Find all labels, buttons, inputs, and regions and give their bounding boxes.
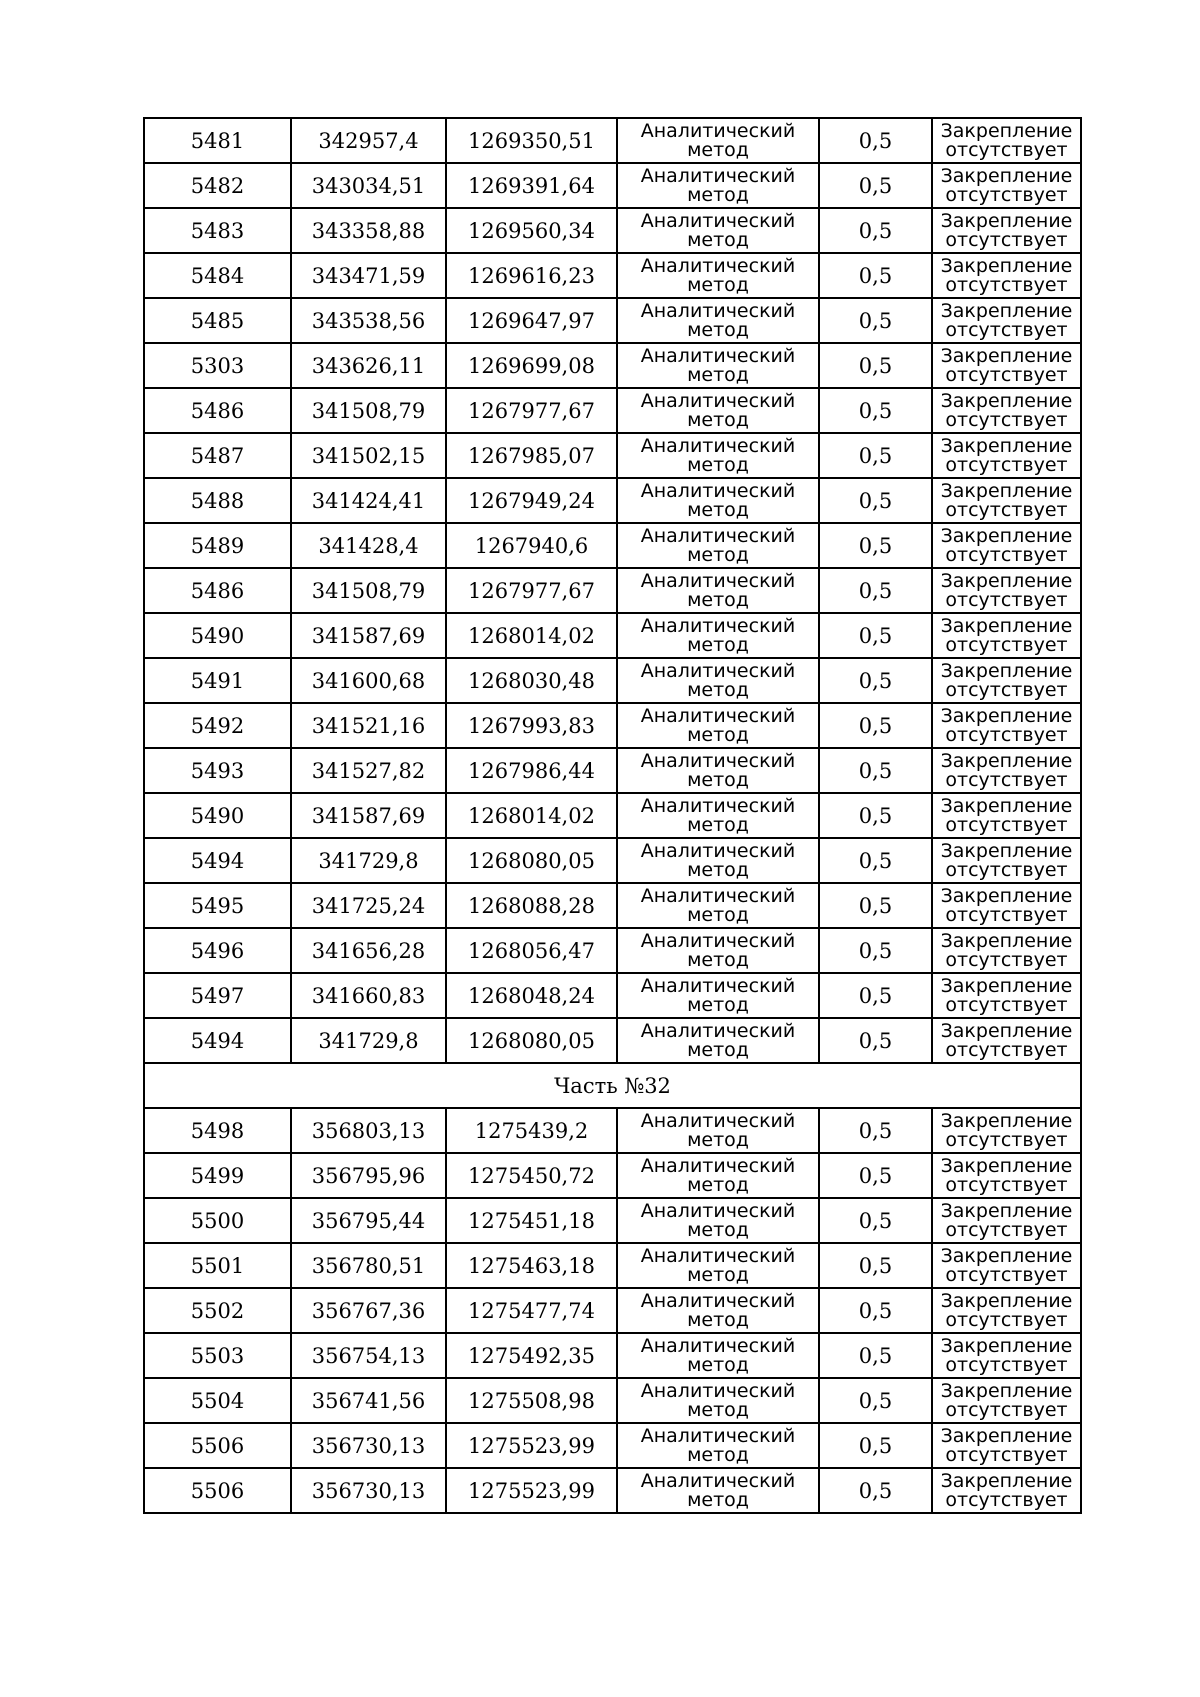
point-number-cell: 5490 bbox=[144, 793, 291, 838]
point-number-cell: 5502 bbox=[144, 1288, 291, 1333]
accuracy-cell: 0,5 bbox=[819, 388, 932, 433]
coord-x-cell: 356754,13 bbox=[291, 1333, 446, 1378]
point-number-cell: 5303 bbox=[144, 343, 291, 388]
coord-x-cell: 356741,56 bbox=[291, 1378, 446, 1423]
coord-y-cell: 1269560,34 bbox=[446, 208, 617, 253]
method-cell: Аналитический метод bbox=[617, 1243, 819, 1288]
table-row bbox=[144, 1378, 1081, 1423]
table-row bbox=[144, 388, 1081, 433]
method-cell: Аналитический метод bbox=[617, 1468, 819, 1513]
fixation-cell: Закрепление отсутствует bbox=[932, 298, 1081, 343]
method-cell: Аналитический метод bbox=[617, 973, 819, 1018]
coord-y-cell: 1268030,48 bbox=[446, 658, 617, 703]
accuracy-cell: 0,5 bbox=[819, 658, 932, 703]
point-number-cell: 5500 bbox=[144, 1198, 291, 1243]
fixation-cell: Закрепление отсутствует bbox=[932, 208, 1081, 253]
coord-x-cell: 341424,41 bbox=[291, 478, 446, 523]
table-row bbox=[144, 658, 1081, 703]
fixation-cell: Закрепление отсутствует bbox=[932, 703, 1081, 748]
fixation-cell: Закрепление отсутствует bbox=[932, 118, 1081, 163]
coord-y-cell: 1268088,28 bbox=[446, 883, 617, 928]
point-number-cell: 5506 bbox=[144, 1423, 291, 1468]
method-cell: Аналитический метод bbox=[617, 838, 819, 883]
accuracy-cell: 0,5 bbox=[819, 523, 932, 568]
accuracy-cell: 0,5 bbox=[819, 883, 932, 928]
method-cell: Аналитический метод bbox=[617, 1288, 819, 1333]
coord-y-cell: 1269616,23 bbox=[446, 253, 617, 298]
accuracy-cell: 0,5 bbox=[819, 343, 932, 388]
coord-y-cell: 1275523,99 bbox=[446, 1468, 617, 1513]
coord-x-cell: 341725,24 bbox=[291, 883, 446, 928]
coord-y-cell: 1275463,18 bbox=[446, 1243, 617, 1288]
coord-y-cell: 1267940,6 bbox=[446, 523, 617, 568]
fixation-cell: Закрепление отсутствует bbox=[932, 973, 1081, 1018]
method-cell: Аналитический метод bbox=[617, 793, 819, 838]
point-number-cell: 5489 bbox=[144, 523, 291, 568]
table-row bbox=[144, 1153, 1081, 1198]
accuracy-cell: 0,5 bbox=[819, 1288, 932, 1333]
coord-x-cell: 341660,83 bbox=[291, 973, 446, 1018]
point-number-cell: 5485 bbox=[144, 298, 291, 343]
fixation-cell: Закрепление отсутствует bbox=[932, 478, 1081, 523]
accuracy-cell: 0,5 bbox=[819, 1423, 932, 1468]
table-row bbox=[144, 1108, 1081, 1153]
coord-y-cell: 1268080,05 bbox=[446, 1018, 617, 1063]
point-number-cell: 5481 bbox=[144, 118, 291, 163]
table-row bbox=[144, 748, 1081, 793]
fixation-cell: Закрепление отсутствует bbox=[932, 1378, 1081, 1423]
fixation-cell: Закрепление отсутствует bbox=[932, 1468, 1081, 1513]
point-number-cell: 5488 bbox=[144, 478, 291, 523]
coord-y-cell: 1269699,08 bbox=[446, 343, 617, 388]
accuracy-cell: 0,5 bbox=[819, 118, 932, 163]
table-row bbox=[144, 163, 1081, 208]
accuracy-cell: 0,5 bbox=[819, 613, 932, 658]
point-number-cell: 5487 bbox=[144, 433, 291, 478]
table-row bbox=[144, 838, 1081, 883]
fixation-cell: Закрепление отсутствует bbox=[932, 1288, 1081, 1333]
point-number-cell: 5490 bbox=[144, 613, 291, 658]
point-number-cell: 5501 bbox=[144, 1243, 291, 1288]
fixation-cell: Закрепление отсутствует bbox=[932, 568, 1081, 613]
coord-x-cell: 341502,15 bbox=[291, 433, 446, 478]
table-row bbox=[144, 118, 1081, 163]
method-cell: Аналитический метод bbox=[617, 883, 819, 928]
coord-x-cell: 341656,28 bbox=[291, 928, 446, 973]
coord-y-cell: 1267949,24 bbox=[446, 478, 617, 523]
table-row bbox=[144, 928, 1081, 973]
point-number-cell: 5491 bbox=[144, 658, 291, 703]
accuracy-cell: 0,5 bbox=[819, 1378, 932, 1423]
table-row bbox=[144, 793, 1081, 838]
section-title-row bbox=[144, 1063, 1081, 1108]
accuracy-cell: 0,5 bbox=[819, 163, 932, 208]
coord-x-cell: 341521,16 bbox=[291, 703, 446, 748]
point-number-cell: 5496 bbox=[144, 928, 291, 973]
coord-y-cell: 1268080,05 bbox=[446, 838, 617, 883]
coord-y-cell: 1275477,74 bbox=[446, 1288, 617, 1333]
table-row bbox=[144, 523, 1081, 568]
accuracy-cell: 0,5 bbox=[819, 478, 932, 523]
accuracy-cell: 0,5 bbox=[819, 1243, 932, 1288]
fixation-cell: Закрепление отсутствует bbox=[932, 1108, 1081, 1153]
coord-y-cell: 1268014,02 bbox=[446, 793, 617, 838]
accuracy-cell: 0,5 bbox=[819, 1018, 932, 1063]
coord-x-cell: 341729,8 bbox=[291, 838, 446, 883]
table-row bbox=[144, 253, 1081, 298]
coord-x-cell: 343538,56 bbox=[291, 298, 446, 343]
point-number-cell: 5506 bbox=[144, 1468, 291, 1513]
point-number-cell: 5504 bbox=[144, 1378, 291, 1423]
table-row bbox=[144, 433, 1081, 478]
coord-x-cell: 356795,44 bbox=[291, 1198, 446, 1243]
point-number-cell: 5503 bbox=[144, 1333, 291, 1378]
method-cell: Аналитический метод bbox=[617, 1018, 819, 1063]
table-row bbox=[144, 1288, 1081, 1333]
table-row bbox=[144, 703, 1081, 748]
section-title: Часть №32 bbox=[144, 1063, 1081, 1108]
coord-y-cell: 1267993,83 bbox=[446, 703, 617, 748]
coord-x-cell: 356767,36 bbox=[291, 1288, 446, 1333]
accuracy-cell: 0,5 bbox=[819, 973, 932, 1018]
coord-x-cell: 341508,79 bbox=[291, 568, 446, 613]
method-cell: Аналитический метод bbox=[617, 1198, 819, 1243]
table-row bbox=[144, 973, 1081, 1018]
point-number-cell: 5486 bbox=[144, 388, 291, 433]
method-cell: Аналитический метод bbox=[617, 118, 819, 163]
accuracy-cell: 0,5 bbox=[819, 928, 932, 973]
fixation-cell: Закрепление отсутствует bbox=[932, 658, 1081, 703]
method-cell: Аналитический метод bbox=[617, 343, 819, 388]
accuracy-cell: 0,5 bbox=[819, 703, 932, 748]
table-row bbox=[144, 1468, 1081, 1513]
fixation-cell: Закрепление отсутствует bbox=[932, 793, 1081, 838]
coord-x-cell: 343626,11 bbox=[291, 343, 446, 388]
coord-x-cell: 341587,69 bbox=[291, 613, 446, 658]
coord-y-cell: 1275439,2 bbox=[446, 1108, 617, 1153]
coord-y-cell: 1275450,72 bbox=[446, 1153, 617, 1198]
table-row bbox=[144, 1423, 1081, 1468]
fixation-cell: Закрепление отсутствует bbox=[932, 613, 1081, 658]
table-row bbox=[144, 298, 1081, 343]
accuracy-cell: 0,5 bbox=[819, 748, 932, 793]
coord-x-cell: 356730,13 bbox=[291, 1423, 446, 1468]
fixation-cell: Закрепление отсутствует bbox=[932, 343, 1081, 388]
table-row bbox=[144, 1243, 1081, 1288]
point-number-cell: 5495 bbox=[144, 883, 291, 928]
fixation-cell: Закрепление отсутствует bbox=[932, 838, 1081, 883]
fixation-cell: Закрепление отсутствует bbox=[932, 928, 1081, 973]
coord-x-cell: 342957,4 bbox=[291, 118, 446, 163]
point-number-cell: 5497 bbox=[144, 973, 291, 1018]
method-cell: Аналитический метод bbox=[617, 388, 819, 433]
method-cell: Аналитический метод bbox=[617, 703, 819, 748]
table-row bbox=[144, 568, 1081, 613]
coord-x-cell: 343358,88 bbox=[291, 208, 446, 253]
method-cell: Аналитический метод bbox=[617, 1423, 819, 1468]
coord-x-cell: 356795,96 bbox=[291, 1153, 446, 1198]
method-cell: Аналитический метод bbox=[617, 478, 819, 523]
fixation-cell: Закрепление отсутствует bbox=[932, 1333, 1081, 1378]
accuracy-cell: 0,5 bbox=[819, 793, 932, 838]
coord-y-cell: 1268048,24 bbox=[446, 973, 617, 1018]
table-row bbox=[144, 1333, 1081, 1378]
coord-x-cell: 356803,13 bbox=[291, 1108, 446, 1153]
accuracy-cell: 0,5 bbox=[819, 1108, 932, 1153]
method-cell: Аналитический метод bbox=[617, 208, 819, 253]
method-cell: Аналитический метод bbox=[617, 1333, 819, 1378]
point-number-cell: 5484 bbox=[144, 253, 291, 298]
coord-y-cell: 1267977,67 bbox=[446, 388, 617, 433]
accuracy-cell: 0,5 bbox=[819, 1333, 932, 1378]
coord-x-cell: 341527,82 bbox=[291, 748, 446, 793]
coord-y-cell: 1275508,98 bbox=[446, 1378, 617, 1423]
point-number-cell: 5494 bbox=[144, 1018, 291, 1063]
coord-x-cell: 341729,8 bbox=[291, 1018, 446, 1063]
table-group-2 bbox=[144, 1108, 1081, 1513]
fixation-cell: Закрепление отсутствует bbox=[932, 748, 1081, 793]
table-row bbox=[144, 343, 1081, 388]
method-cell: Аналитический метод bbox=[617, 568, 819, 613]
point-number-cell: 5483 bbox=[144, 208, 291, 253]
coord-y-cell: 1267986,44 bbox=[446, 748, 617, 793]
method-cell: Аналитический метод bbox=[617, 253, 819, 298]
table-row bbox=[144, 883, 1081, 928]
coord-y-cell: 1275523,99 bbox=[446, 1423, 617, 1468]
coord-y-cell: 1275451,18 bbox=[446, 1198, 617, 1243]
point-number-cell: 5494 bbox=[144, 838, 291, 883]
point-number-cell: 5498 bbox=[144, 1108, 291, 1153]
accuracy-cell: 0,5 bbox=[819, 838, 932, 883]
accuracy-cell: 0,5 bbox=[819, 1468, 932, 1513]
method-cell: Аналитический метод bbox=[617, 1153, 819, 1198]
accuracy-cell: 0,5 bbox=[819, 253, 932, 298]
method-cell: Аналитический метод bbox=[617, 1108, 819, 1153]
method-cell: Аналитический метод bbox=[617, 523, 819, 568]
table-row bbox=[144, 478, 1081, 523]
coord-y-cell: 1268056,47 bbox=[446, 928, 617, 973]
fixation-cell: Закрепление отсутствует bbox=[932, 1423, 1081, 1468]
accuracy-cell: 0,5 bbox=[819, 1153, 932, 1198]
fixation-cell: Закрепление отсутствует bbox=[932, 523, 1081, 568]
fixation-cell: Закрепление отсутствует bbox=[932, 1198, 1081, 1243]
accuracy-cell: 0,5 bbox=[819, 433, 932, 478]
fixation-cell: Закрепление отсутствует bbox=[932, 253, 1081, 298]
section-header bbox=[144, 1063, 1081, 1108]
method-cell: Аналитический метод bbox=[617, 298, 819, 343]
fixation-cell: Закрепление отсутствует bbox=[932, 388, 1081, 433]
coord-y-cell: 1267985,07 bbox=[446, 433, 617, 478]
table-group-1 bbox=[144, 118, 1081, 1063]
fixation-cell: Закрепление отсутствует bbox=[932, 163, 1081, 208]
method-cell: Аналитический метод bbox=[617, 928, 819, 973]
accuracy-cell: 0,5 bbox=[819, 208, 932, 253]
coord-x-cell: 356730,13 bbox=[291, 1468, 446, 1513]
accuracy-cell: 0,5 bbox=[819, 298, 932, 343]
point-number-cell: 5493 bbox=[144, 748, 291, 793]
fixation-cell: Закрепление отсутствует bbox=[932, 883, 1081, 928]
table-row bbox=[144, 613, 1081, 658]
method-cell: Аналитический метод bbox=[617, 658, 819, 703]
method-cell: Аналитический метод bbox=[617, 613, 819, 658]
coord-y-cell: 1269647,97 bbox=[446, 298, 617, 343]
method-cell: Аналитический метод bbox=[617, 163, 819, 208]
coord-y-cell: 1275492,35 bbox=[446, 1333, 617, 1378]
coord-y-cell: 1267977,67 bbox=[446, 568, 617, 613]
fixation-cell: Закрепление отсутствует bbox=[932, 433, 1081, 478]
table-row bbox=[144, 208, 1081, 253]
coord-x-cell: 343471,59 bbox=[291, 253, 446, 298]
coord-x-cell: 343034,51 bbox=[291, 163, 446, 208]
coord-x-cell: 341508,79 bbox=[291, 388, 446, 433]
coord-x-cell: 341587,69 bbox=[291, 793, 446, 838]
point-number-cell: 5499 bbox=[144, 1153, 291, 1198]
fixation-cell: Закрепление отсутствует bbox=[932, 1243, 1081, 1288]
table-row bbox=[144, 1198, 1081, 1243]
coord-y-cell: 1269350,51 bbox=[446, 118, 617, 163]
method-cell: Аналитический метод bbox=[617, 433, 819, 478]
coord-x-cell: 341600,68 bbox=[291, 658, 446, 703]
coord-y-cell: 1269391,64 bbox=[446, 163, 617, 208]
fixation-cell: Закрепление отсутствует bbox=[932, 1018, 1081, 1063]
accuracy-cell: 0,5 bbox=[819, 568, 932, 613]
point-number-cell: 5492 bbox=[144, 703, 291, 748]
fixation-cell: Закрепление отсутствует bbox=[932, 1153, 1081, 1198]
method-cell: Аналитический метод bbox=[617, 748, 819, 793]
coord-y-cell: 1268014,02 bbox=[446, 613, 617, 658]
coord-x-cell: 341428,4 bbox=[291, 523, 446, 568]
point-number-cell: 5482 bbox=[144, 163, 291, 208]
coord-x-cell: 356780,51 bbox=[291, 1243, 446, 1288]
point-number-cell: 5486 bbox=[144, 568, 291, 613]
table-row bbox=[144, 1018, 1081, 1063]
coordinates-table bbox=[143, 117, 1082, 1514]
method-cell: Аналитический метод bbox=[617, 1378, 819, 1423]
accuracy-cell: 0,5 bbox=[819, 1198, 932, 1243]
